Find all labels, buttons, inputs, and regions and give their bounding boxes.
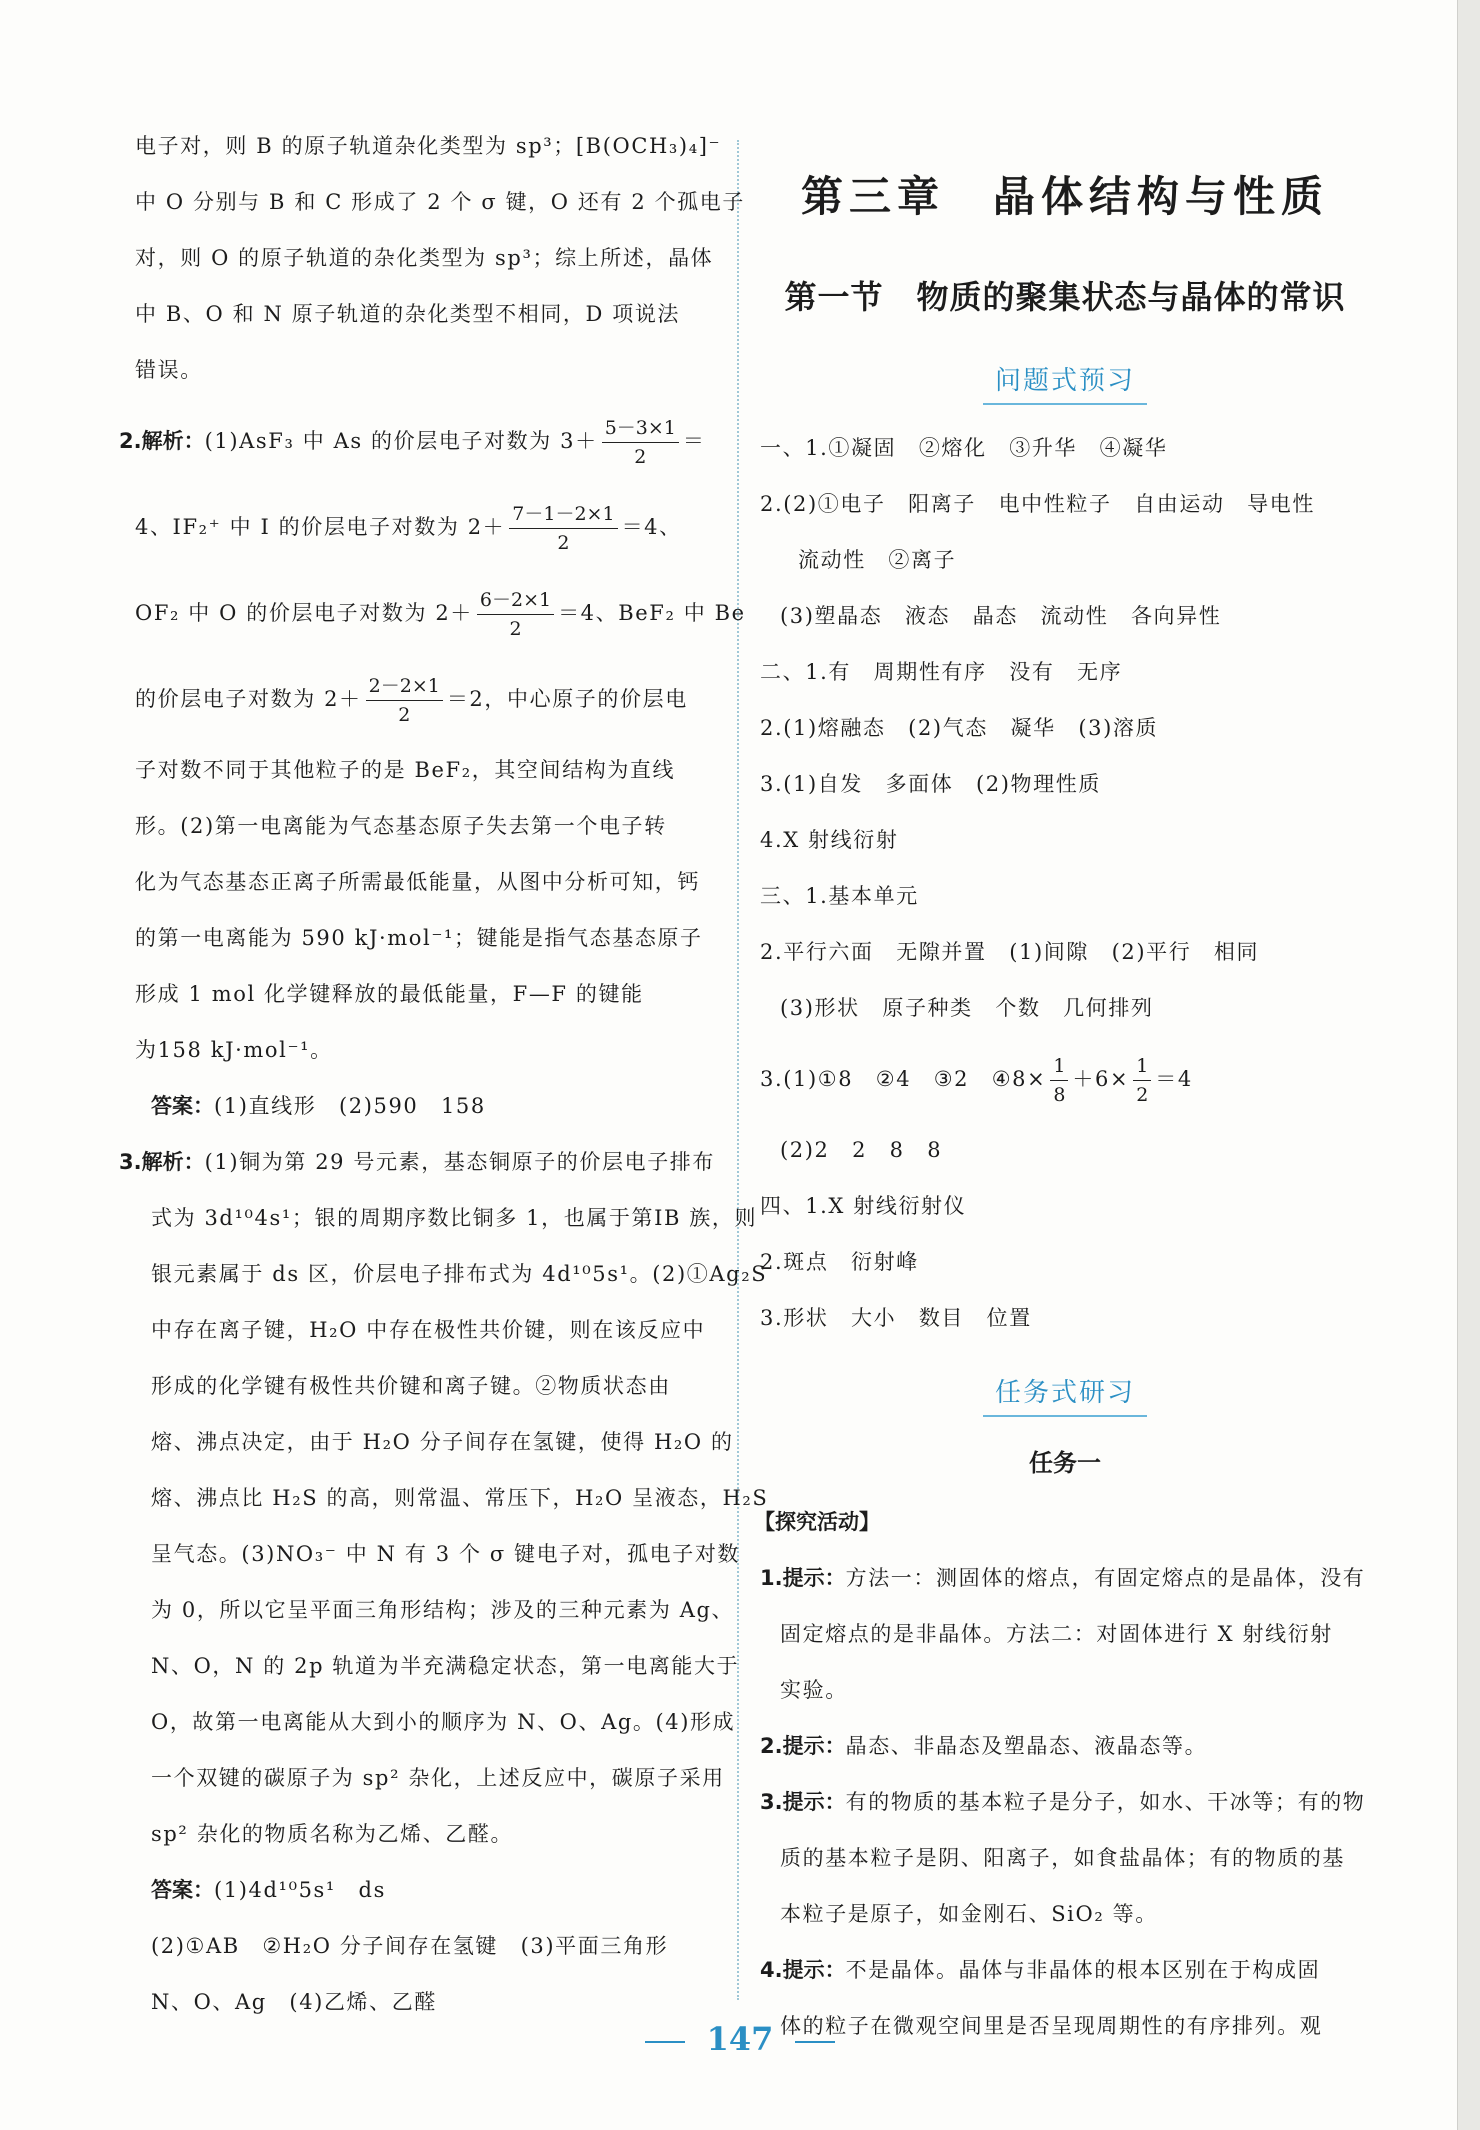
q2-answer: 答案：(1)直线形 (2)590 158 — [151, 1094, 486, 1118]
text-line: 呈气态。(3)NO₃⁻ 中 N 有 3 个 σ 键电子对，孤电子对数 — [151, 1542, 741, 1566]
text-line: 本粒子是原子，如金刚石、SiO₂ 等。 — [780, 1902, 1158, 1926]
text-line: 银元素属于 ds 区，价层电子排布式为 4d¹⁰5s¹。(2)①Ag₂S — [151, 1262, 768, 1286]
q2-line: 2.解析：(1)AsF₃ 中 As 的价层电子对数为 3＋ $\frac{5-3\times 1}{2}$ ＝ — [119, 398, 725, 484]
answer-label: 答案： — [151, 1878, 214, 1902]
tip-item: 2.提示：晶态、非晶态及塑晶态、液晶态等。 — [760, 1734, 1208, 1758]
text-line: 3.形状 大小 数目 位置 — [760, 1306, 1032, 1330]
explore-heading: 【探究活动】 — [754, 1510, 880, 1534]
fraction: $\frac{2-2\times 1}{2}$ — [366, 672, 443, 729]
text-line: 的第一电离能为 590 kJ·mol⁻¹；键能是指气态基态原子 — [135, 926, 703, 950]
fraction: $\frac{1}{2}$ — [1133, 1052, 1151, 1109]
fraction: $\frac{7-1-2\times 1}{2}$ — [509, 500, 617, 557]
fraction: $\frac{1}{8}$ — [1050, 1052, 1068, 1109]
text-line: O，故第一电离能从大到小的顺序为 N、O、Ag。(4)形成 — [151, 1710, 736, 1734]
banner-study: 任务式研习 — [760, 1368, 1370, 1418]
text-line: 2.(2)①电子 阳离子 电中性粒子 自由运动 导电性 — [760, 492, 1315, 516]
text-line: 二、1.有 周期性有序 没有 无序 — [760, 660, 1123, 684]
text-line: 三、1.基本单元 — [760, 884, 919, 908]
tip-item: 3.提示：有的物质的基本粒子是分子，如水、干冰等；有的物 — [760, 1790, 1366, 1814]
section-title: 第一节 物质的聚集状态与晶体的常识 — [784, 278, 1346, 316]
chapter-title: 第三章 晶体结构与性质 — [800, 172, 1329, 221]
text-line: 形成的化学键有极性共价键和离子键。②物质状态由 — [151, 1374, 671, 1398]
left-column — [119, 118, 769, 2030]
text-line: 4.X 射线衍射 — [760, 828, 899, 852]
q3-answer-line: (2)①AB ②H₂O 分子间存在氢键 (3)平面三角形 — [151, 1934, 669, 1958]
text-line: 中 B、O 和 N 原子轨道的杂化类型不相同，D 项说法 — [135, 302, 681, 326]
text-line: 四、1.X 射线衍射仪 — [760, 1194, 967, 1218]
text-line: 质的基本粒子是阴、阳离子，如食盐晶体；有的物质的基 — [780, 1846, 1345, 1870]
text-line: 电子对，则 B 的原子轨道杂化类型为 sp³；[B(OCH₃)₄]⁻ — [135, 134, 722, 158]
page-number: 147 — [0, 2020, 1480, 2058]
answer-label: 答案： — [151, 1094, 214, 1118]
text-line: 化为气态基态正离子所需最低能量，从图中分析可知，钙 — [135, 870, 700, 894]
text-line: 固定熔点的是非晶体。方法二：对固体进行 X 射线衍射 — [780, 1622, 1333, 1646]
q3-answer: 答案：(1)4d¹⁰5s¹ ds — [151, 1878, 386, 1902]
text-line: 形成 1 mol 化学键释放的最低能量，F—F 的键能 — [135, 982, 644, 1006]
text-line: (2)2 2 8 8 — [780, 1138, 943, 1162]
text-line: (3)形状 原子种类 个数 几何排列 — [780, 996, 1154, 1020]
text-line: 一个双键的碳原子为 sp² 杂化，上述反应中，碳原子采用 — [151, 1766, 725, 1790]
text-line: 流动性 ②离子 — [798, 548, 957, 572]
q3-answer-line: N、O、Ag (4)乙烯、乙醛 — [151, 1990, 437, 2014]
text-line: (3)塑晶态 液态 晶态 流动性 各向异性 — [780, 604, 1222, 628]
page-number-dash-left — [645, 2041, 685, 2043]
banner-preview: 问题式预习 — [760, 356, 1370, 406]
q2-label: 2.解析： — [119, 429, 205, 453]
tip-item: 4.提示：不是晶体。晶体与非晶体的根本区别在于构成固 — [760, 1958, 1321, 1982]
text-line: 熔、沸点决定，由于 H₂O 分子间存在氢键，使得 H₂O 的 — [151, 1430, 734, 1454]
q2-line: 的价层电子对数为 2＋ $\frac{2-2\times 1}{2}$ ＝2，中心原子的价层电 — [135, 656, 725, 742]
text-line: 式为 3d¹⁰4s¹；银的周期序数比铜多 1，也属于第ⅠB 族，则 — [151, 1206, 758, 1230]
text-line: 子对数不同于其他粒子的是 BeF₂，其空间结构为直线 — [135, 758, 676, 782]
text-line: sp² 杂化的物质名称为乙烯、乙醛。 — [151, 1822, 514, 1846]
tip-item: 1.提示：方法一：测固体的熔点，有固定熔点的是晶体，没有 — [760, 1566, 1366, 1590]
text-line: 对，则 O 的原子轨道的杂化类型为 sp³；综上所述，晶体 — [135, 246, 714, 270]
formula-line: 3.(1)①8 ②4 ③2 ④8× $\frac{1}{8}$ ＋6× $\frac{1}{2}$ ＝4 — [760, 1036, 1370, 1122]
page-number-dash-right — [795, 2041, 835, 2043]
right-column — [754, 118, 1370, 2054]
text-line: 错误。 — [135, 358, 203, 382]
fraction: $\frac{5-3\times 1}{2}$ — [602, 414, 679, 471]
text-line: 形。(2)第一电离能为气态基态原子失去第一个电子转 — [135, 814, 667, 838]
text-line: 中存在离子键，H₂O 中存在极性共价键，则在该反应中 — [151, 1318, 706, 1342]
fraction: $\frac{6-2\times 1}{2}$ — [477, 586, 554, 643]
q2-line: 4、IF₂⁺ 中 I 的价层电子对数为 2＋ $\frac{7-1-2\times 1}{2}$ ＝4、 — [135, 484, 725, 570]
text-line: 一、1.①凝固 ②熔化 ③升华 ④凝华 — [760, 436, 1168, 460]
page-edge — [1457, 0, 1480, 2130]
q3-label: 3.解析： — [119, 1150, 205, 1174]
text-line: 2.(1)熔融态 (2)气态 凝华 (3)溶质 — [760, 716, 1159, 740]
q2-line: OF₂ 中 O 的价层电子对数为 2＋ $\frac{6-2\times 1}{2}$ ＝4、BeF₂ 中 Be — [135, 570, 725, 656]
text-line: 2.平行六面 无隙并置 (1)间隙 (2)平行 相同 — [760, 940, 1260, 964]
text-line: 实验。 — [780, 1678, 848, 1702]
text-line: 为158 kJ·mol⁻¹。 — [135, 1038, 333, 1062]
q3-line: 3.解析：(1)铜为第 29 号元素，基态铜原子的价层电子排布 — [119, 1150, 716, 1174]
text-line: 2.斑点 衍射峰 — [760, 1250, 919, 1274]
text-line: 体的粒子在微观空间里是否呈现周期性的有序排列。观 — [780, 2014, 1323, 2038]
task-title: 任务一 — [1029, 1449, 1101, 1477]
text-line: 为 0，所以它呈平面三角形结构；涉及的三种元素为 Ag、 — [151, 1598, 735, 1622]
text-line: 熔、沸点比 H₂S 的高，则常温、常压下，H₂O 呈液态，H₂S — [151, 1486, 769, 1510]
column-divider — [737, 140, 739, 2000]
text-line: 3.(1)自发 多面体 (2)物理性质 — [760, 772, 1101, 796]
text-line: N、O，N 的 2p 轨道为半充满稳定状态，第一电离能大于 — [151, 1654, 740, 1678]
text-line: 中 O 分别与 B 和 C 形成了 2 个 σ 键，O 还有 2 个孤电子 — [135, 190, 745, 214]
